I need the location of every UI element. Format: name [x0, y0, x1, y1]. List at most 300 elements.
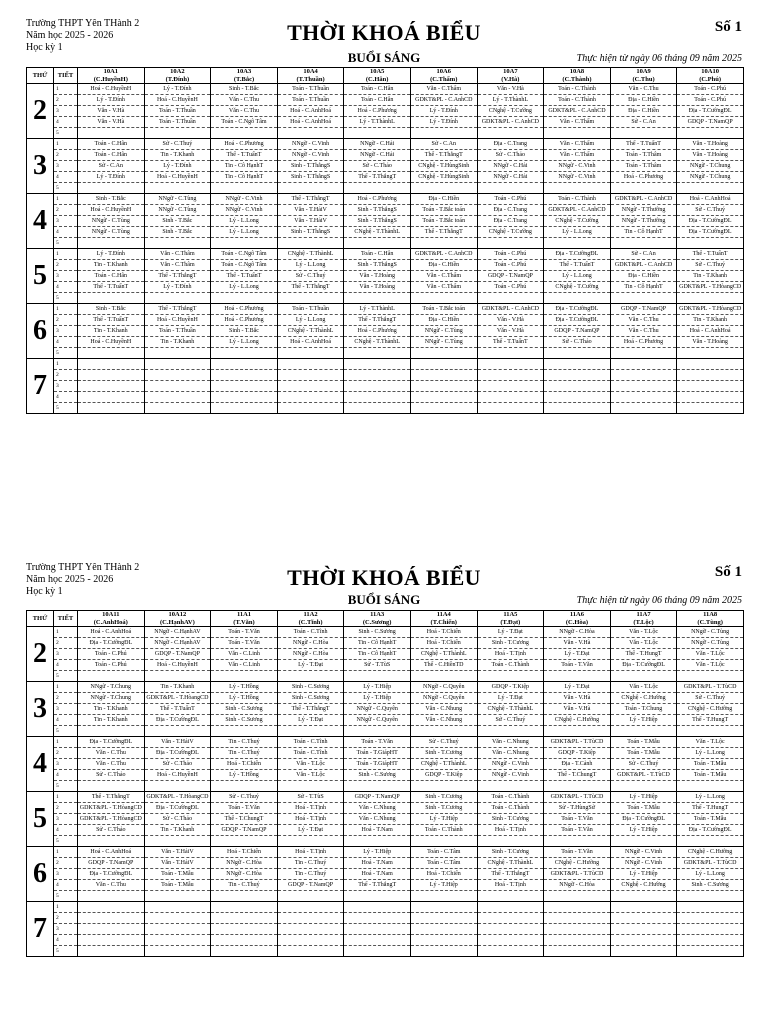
class-teacher: (C.Thu) [632, 75, 655, 83]
lesson-cell: GDQP - T.NamQP [344, 792, 411, 803]
lesson-cell: Thể - T.HungT [677, 803, 744, 814]
period-row [27, 913, 744, 924]
lesson-cell [610, 781, 677, 792]
class-name: 10A11 [102, 611, 120, 618]
lesson-cell: Địa - C.Hiền [610, 271, 677, 282]
lesson-cell: NNgữ - C.Hải [344, 150, 411, 161]
lesson-cell: Sử - C.Thuý [677, 693, 744, 704]
lesson-cell: Thể - T.ThắngT [277, 704, 344, 715]
lesson-cell [277, 238, 344, 249]
lesson-cell: Thể - T.ThắngT [277, 282, 344, 293]
lesson-cell [410, 183, 477, 194]
lesson-cell [277, 781, 344, 792]
lesson-cell [144, 128, 211, 139]
lesson-cell [610, 891, 677, 902]
class-teacher: (V.Hà) [501, 75, 520, 83]
period-row [27, 392, 744, 403]
lesson-cell: Toán - C.Hân [344, 95, 411, 106]
lesson-cell: Sinh - C.Sương [277, 693, 344, 704]
period-row [27, 825, 744, 836]
period-row [27, 150, 744, 161]
lesson-cell: Địa - T.CườngĐL [544, 304, 611, 315]
lesson-cell: Hoá - T.Tịnh [477, 649, 544, 660]
period-number: 1 [54, 682, 78, 693]
lesson-cell: Hoá - C.HuyềnH [144, 315, 211, 326]
lesson-cell: Toán - T.Mẫu [144, 869, 211, 880]
period-row [27, 381, 744, 392]
lesson-cell: GDKT&PL - T.HòangCD [677, 282, 744, 293]
class-header [144, 611, 211, 627]
lesson-cell: GDKT&PL - C.AnhCD [410, 95, 477, 106]
lesson-cell: NNgữ - C.Vinh [277, 139, 344, 150]
class-header [277, 68, 344, 84]
lesson-cell: Văn - C.Thu [211, 95, 278, 106]
lesson-cell: Sinh - C.Sương [211, 715, 278, 726]
lesson-cell: Hoá - C.Phương [610, 172, 677, 183]
lesson-cell [610, 726, 677, 737]
lesson-cell [277, 924, 344, 935]
period-number: 2 [54, 748, 78, 759]
lesson-cell: Lý - L.Long [277, 260, 344, 271]
lesson-cell: Sử - T.TùS [277, 792, 344, 803]
lesson-cell: Văn - T.Lộc [277, 770, 344, 781]
lesson-cell: Toán - T.Thâm [610, 150, 677, 161]
lesson-cell: Hoá - T.Chiến [410, 627, 477, 638]
lesson-cell: NNgữ - C.Quyên [344, 715, 411, 726]
lesson-cell: NNgữ - C.Tùng [78, 216, 145, 227]
lesson-cell: Sử - C.Thuý [144, 139, 211, 150]
lesson-cell [477, 370, 544, 381]
lesson-cell: NNgữ - C.Hòa [211, 869, 278, 880]
lesson-cell: Sinh - T.ThắngS [344, 216, 411, 227]
lesson-cell: Toán - T.Văn [211, 638, 278, 649]
lesson-cell: Văn - V.Hà [477, 315, 544, 326]
lesson-cell: Văn - T.Lộc [677, 660, 744, 671]
period-number: 1 [54, 902, 78, 913]
lesson-cell [344, 128, 411, 139]
period-row [27, 638, 744, 649]
day-label: 6 [27, 847, 54, 902]
lesson-cell: Thể - T.TuấnT [544, 260, 611, 271]
period-number: 5 [54, 946, 78, 957]
school-name: Trường THPT Yên THành 2 [26, 562, 140, 573]
lesson-cell: Sử - C.Thảo [144, 814, 211, 825]
lesson-cell: Toán - C.Tâm [410, 858, 477, 869]
period-number: 4 [54, 825, 78, 836]
lesson-cell [677, 836, 744, 847]
lesson-cell: GDKT&PL - C.AnhCD [477, 304, 544, 315]
lesson-cell: Văn - C.Nhung [344, 814, 411, 825]
lesson-cell: Địa - C.Hiền [410, 315, 477, 326]
period-row [27, 359, 744, 370]
lesson-cell [544, 924, 611, 935]
day-label: 2 [27, 627, 54, 682]
lesson-cell: Sinh - T.Bắc [144, 216, 211, 227]
period-number: 1 [54, 84, 78, 95]
lesson-cell: Thể - T.HungT [610, 649, 677, 660]
lesson-cell [144, 902, 211, 913]
lesson-cell [211, 238, 278, 249]
lesson-cell: Sinh - C.Sương [344, 627, 411, 638]
lesson-cell: Hoá - T.Tịnh [477, 880, 544, 891]
period-row [27, 792, 744, 803]
lesson-cell: Toán - C.Hân [78, 150, 145, 161]
period-row [27, 106, 744, 117]
class-header [477, 611, 544, 627]
lesson-cell: Lý - L.Long [544, 227, 611, 238]
period-number: 3 [54, 271, 78, 282]
lesson-cell: Toán - T.Văn [211, 803, 278, 814]
period-row [27, 194, 744, 205]
lesson-cell: Toán - T.Mẫu [610, 803, 677, 814]
class-teacher: (T.Văn) [233, 618, 255, 626]
lesson-cell: GDKT&PL - C.AnhCD [610, 260, 677, 271]
lesson-cell: Sử - C.Thảo [344, 161, 411, 172]
period-row [27, 858, 744, 869]
lesson-cell: Toán - T.Bắc toán [410, 304, 477, 315]
lesson-cell: Văn - T.Hoàng [677, 150, 744, 161]
lesson-cell: NNgữ - C.Vinh [211, 194, 278, 205]
lesson-cell: Thể - T.ThắngT [410, 150, 477, 161]
lesson-cell: Văn - C.Thẩm [410, 271, 477, 282]
lesson-cell: GDKT&PL - C.AnhCD [477, 117, 544, 128]
lesson-cell: Toán - C.Thành [544, 194, 611, 205]
lesson-cell: CNghệ - C.Hường [677, 847, 744, 858]
lesson-cell: Tin - C.Thuý [211, 748, 278, 759]
lesson-cell: Toán - T.Thâm [610, 161, 677, 172]
lesson-cell: Tin - C.Thuý [211, 880, 278, 891]
lesson-cell: Toán - C.Tâm [410, 847, 477, 858]
lesson-cell: GDKT&PL - C.AnhCD [544, 205, 611, 216]
lesson-cell [211, 381, 278, 392]
lesson-cell: NNgữ - T.Chung [78, 682, 145, 693]
lesson-cell: Lý - T.Đạt [544, 649, 611, 660]
lesson-cell: Hoá - T.Nam [344, 825, 411, 836]
lesson-cell: Sử - C.Thuý [211, 792, 278, 803]
class-teacher: (T.Chiến) [430, 618, 457, 626]
lesson-cell: Văn - C.Nhung [410, 704, 477, 715]
lesson-cell: Sinh - T.Cương [477, 638, 544, 649]
lesson-cell: NNgữ - C.Hòa [211, 858, 278, 869]
lesson-cell: GDQP - T.NamQP [78, 858, 145, 869]
lesson-cell [410, 671, 477, 682]
school-name: Trường THPT Yên THành 2 [26, 18, 140, 29]
lesson-cell [211, 946, 278, 957]
lesson-cell [211, 781, 278, 792]
lesson-cell: Sinh - C.Sương [344, 770, 411, 781]
class-header [410, 68, 477, 84]
school-year: Năm học 2025 - 2026 [26, 30, 114, 41]
lesson-cell: Sinh - T.Cương [410, 803, 477, 814]
lesson-cell [610, 935, 677, 946]
lesson-cell [277, 183, 344, 194]
lesson-cell [211, 403, 278, 414]
lesson-cell: Toán - T.Văn [344, 737, 411, 748]
lesson-cell [477, 293, 544, 304]
lesson-cell [410, 836, 477, 847]
lesson-cell: CNghệ - T.Cường [544, 216, 611, 227]
lesson-cell: Tin - C.Thuý [211, 737, 278, 748]
lesson-cell [78, 370, 145, 381]
lesson-cell [78, 348, 145, 359]
lesson-cell: Hoá - C.AnhHoá [78, 627, 145, 638]
period-number: 5 [54, 183, 78, 194]
lesson-cell: Thể - T.ChungT [544, 770, 611, 781]
lesson-cell: Lý - L.Long [677, 792, 744, 803]
page-title: THỜI KHOÁ BIỂU [287, 565, 481, 590]
lesson-cell: Văn - C.Thu [211, 106, 278, 117]
lesson-cell [544, 392, 611, 403]
lesson-cell: Toán - C.Phú [477, 282, 544, 293]
lesson-cell [477, 726, 544, 737]
period-row [27, 649, 744, 660]
period-number: 5 [54, 671, 78, 682]
lesson-cell: Văn - C.Thẩm [544, 117, 611, 128]
day-label: 3 [27, 682, 54, 737]
col-header-tiet: TIẾT [54, 611, 78, 627]
lesson-cell: Sử - C.Thuý [677, 260, 744, 271]
lesson-cell: NNgữ - C.Quyên [410, 693, 477, 704]
lesson-cell [277, 935, 344, 946]
class-name: 11A2 [303, 611, 318, 618]
period-number: 4 [54, 935, 78, 946]
lesson-cell [677, 946, 744, 957]
lesson-cell [544, 891, 611, 902]
lesson-cell [544, 935, 611, 946]
lesson-cell: Hoá - C.HuyềnH [78, 205, 145, 216]
lesson-cell [211, 935, 278, 946]
lesson-cell: Toán - C.Hân [344, 249, 411, 260]
lesson-cell [410, 924, 477, 935]
class-header [610, 68, 677, 84]
lesson-cell [677, 348, 744, 359]
lesson-cell: Tin - Cô HạnhT [610, 227, 677, 238]
period-row [27, 737, 744, 748]
lesson-cell: Văn - C.Thâm [144, 260, 211, 271]
lesson-cell: CNghệ - T.Cường [477, 227, 544, 238]
period-row [27, 172, 744, 183]
class-teacher: (C.Thẩm) [430, 75, 458, 83]
lesson-cell [410, 238, 477, 249]
period-number: 1 [54, 627, 78, 638]
page-title: THỜI KHOÁ BIỂU [287, 20, 481, 45]
lesson-cell: CNghệ - C.Hường [610, 880, 677, 891]
lesson-cell: Tin - T.Khanh [144, 337, 211, 348]
lesson-cell: Địa - T.Cảnh [544, 759, 611, 770]
lesson-cell [144, 891, 211, 902]
period-number: 5 [54, 726, 78, 737]
lesson-cell: GDQP - T.Kiệp [544, 748, 611, 759]
period-number: 2 [54, 370, 78, 381]
lesson-cell: NNgữ - C.Vinh [610, 847, 677, 858]
lesson-cell [144, 935, 211, 946]
period-row [27, 95, 744, 106]
lesson-cell: Hoá - T.Chiến [410, 638, 477, 649]
lesson-cell: Hoá - C.Phương [344, 106, 411, 117]
period-row [27, 370, 744, 381]
lesson-cell: NNgữ - T.Thường [610, 205, 677, 216]
class-header [78, 611, 145, 627]
lesson-cell: GDKT&PL - C.AnhCD [544, 106, 611, 117]
lesson-cell [144, 293, 211, 304]
lesson-cell [277, 348, 344, 359]
lesson-cell: Tin - Cô HạnhT [211, 172, 278, 183]
lesson-cell: Sinh - T.ThắngS [277, 172, 344, 183]
col-header-tiet: TIẾT [54, 68, 78, 84]
lesson-cell: Toán - C.Thành [477, 660, 544, 671]
lesson-cell: Lý - T.Đính [144, 84, 211, 95]
period-row [27, 880, 744, 891]
lesson-cell [344, 671, 411, 682]
lesson-cell: Lý - T.Đạt [477, 627, 544, 638]
lesson-cell [211, 924, 278, 935]
lesson-cell: Toán - C.Tĩnh [277, 737, 344, 748]
lesson-cell [610, 913, 677, 924]
lesson-cell: Sử - C.An [78, 161, 145, 172]
class-header [277, 611, 344, 627]
class-name: 11A4 [436, 611, 451, 618]
lesson-cell [78, 392, 145, 403]
lesson-cell: Lý - L.Long [277, 315, 344, 326]
lesson-cell: Địa - C.Trang [477, 205, 544, 216]
class-name: 11A6 [569, 611, 584, 618]
lesson-cell: GDKT&PL - T.TùCD [677, 858, 744, 869]
class-header [211, 611, 278, 627]
lesson-cell [78, 902, 145, 913]
lesson-cell [344, 381, 411, 392]
lesson-cell [78, 183, 145, 194]
lesson-cell [477, 392, 544, 403]
lesson-cell [677, 671, 744, 682]
lesson-cell [344, 935, 411, 946]
period-number: 3 [54, 381, 78, 392]
lesson-cell: Hoá - T.Chiến [410, 869, 477, 880]
lesson-cell: Sinh - T.ThắngS [344, 260, 411, 271]
lesson-cell: Tin - Cô HạnhT [610, 282, 677, 293]
header-row [27, 68, 744, 84]
session-label: BUỔI SÁNG [347, 50, 421, 65]
lesson-cell [677, 403, 744, 414]
lesson-cell: Văn - V.Hà [477, 326, 544, 337]
lesson-cell: Lý - T.Đính [78, 95, 145, 106]
lesson-cell: Văn - C.Thẩm [410, 282, 477, 293]
lesson-cell: Tin - Cô HạnhT [344, 638, 411, 649]
lesson-cell [477, 781, 544, 792]
lesson-cell [211, 671, 278, 682]
lesson-cell [344, 902, 411, 913]
lesson-cell: Văn - T.Hoàng [677, 337, 744, 348]
lesson-cell: Địa - C.Hiền [410, 260, 477, 271]
period-row [27, 803, 744, 814]
lesson-cell [410, 370, 477, 381]
lesson-cell [211, 836, 278, 847]
lesson-cell: Địa - T.CườngĐL [144, 803, 211, 814]
lesson-cell: Địa - C.Trang [477, 139, 544, 150]
lesson-cell [211, 293, 278, 304]
lesson-cell: NNgữ - C.Vinh [211, 205, 278, 216]
document-number: Số 1 [714, 19, 742, 35]
lesson-cell: NNgữ - C.Vinh [477, 770, 544, 781]
class-teacher: (C.Tĩnh) [298, 618, 323, 626]
lesson-cell: Tin - Cô HạnhT [344, 649, 411, 660]
period-number: 2 [54, 150, 78, 161]
lesson-cell: Thể - T.TuấnT [477, 337, 544, 348]
lesson-cell: NNgữ - C.Hòa [277, 638, 344, 649]
lesson-cell [211, 183, 278, 194]
lesson-cell: Hoá - C.Phương [211, 139, 278, 150]
period-row [27, 924, 744, 935]
class-name: 11A7 [636, 611, 651, 618]
lesson-cell: Thể - T.TuấnT [677, 249, 744, 260]
document-number: Số 1 [714, 564, 742, 580]
period-row [27, 781, 744, 792]
lesson-cell: Sử - C.Thuý [610, 759, 677, 770]
lesson-cell: Văn - C.Linh [211, 660, 278, 671]
lesson-cell [477, 836, 544, 847]
lesson-cell: Sinh - T.Bắc [211, 326, 278, 337]
lesson-cell: Địa - T.CườngĐL [677, 825, 744, 836]
period-row [27, 117, 744, 128]
lesson-cell [144, 946, 211, 957]
lesson-cell [477, 902, 544, 913]
lesson-cell [410, 293, 477, 304]
period-row [27, 282, 744, 293]
lesson-cell [344, 836, 411, 847]
lesson-cell: Lý - L.Long [677, 748, 744, 759]
lesson-cell: Sử - C.Thuý [410, 737, 477, 748]
lesson-cell: Toán - C.Hân [78, 139, 145, 150]
lesson-cell [277, 913, 344, 924]
lesson-cell [78, 359, 145, 370]
lesson-cell: Hoá - T.Chiến [211, 759, 278, 770]
period-number: 4 [54, 172, 78, 183]
lesson-cell [410, 946, 477, 957]
lesson-cell: NNgữ - C.Tùng [410, 337, 477, 348]
lesson-cell: Văn - V.Hà [544, 704, 611, 715]
period-row [27, 759, 744, 770]
lesson-cell: NNgữ - C.Quyên [410, 682, 477, 693]
lesson-cell [410, 359, 477, 370]
class-teacher: (T.Đính) [165, 75, 190, 83]
lesson-cell [544, 293, 611, 304]
lesson-cell: GDKT&PL - T.HòangCD [78, 803, 145, 814]
lesson-cell: CNghệ - C.Hường [610, 693, 677, 704]
lesson-cell [410, 935, 477, 946]
period-number: 1 [54, 304, 78, 315]
lesson-cell: Thể - T.ThắngT [144, 271, 211, 282]
lesson-cell: Hoá - C.AnhHoá [277, 337, 344, 348]
effective-date: Thực hiện từ ngày 06 tháng 09 năm 2025 [576, 595, 742, 606]
period-row [27, 304, 744, 315]
lesson-cell: GDKT&PL - T.TùCD [677, 682, 744, 693]
period-number: 3 [54, 649, 78, 660]
lesson-cell [410, 913, 477, 924]
lesson-cell: GDKT&PL - T.TùCD [544, 792, 611, 803]
lesson-cell: Lý - T.Hiệp [610, 869, 677, 880]
period-row [27, 260, 744, 271]
lesson-cell: Văn - T.HảiV [144, 737, 211, 748]
class-name: 10A2 [170, 68, 185, 75]
lesson-cell [144, 924, 211, 935]
class-name: 10A10 [701, 68, 719, 75]
lesson-cell [610, 348, 677, 359]
lesson-cell [677, 293, 744, 304]
class-teacher: (C.Phú) [699, 75, 722, 83]
lesson-cell: CNghệ - T.ThànhL [277, 249, 344, 260]
period-row [27, 726, 744, 737]
header-row [27, 611, 744, 627]
lesson-cell: NNgữ - C.Hải [477, 161, 544, 172]
